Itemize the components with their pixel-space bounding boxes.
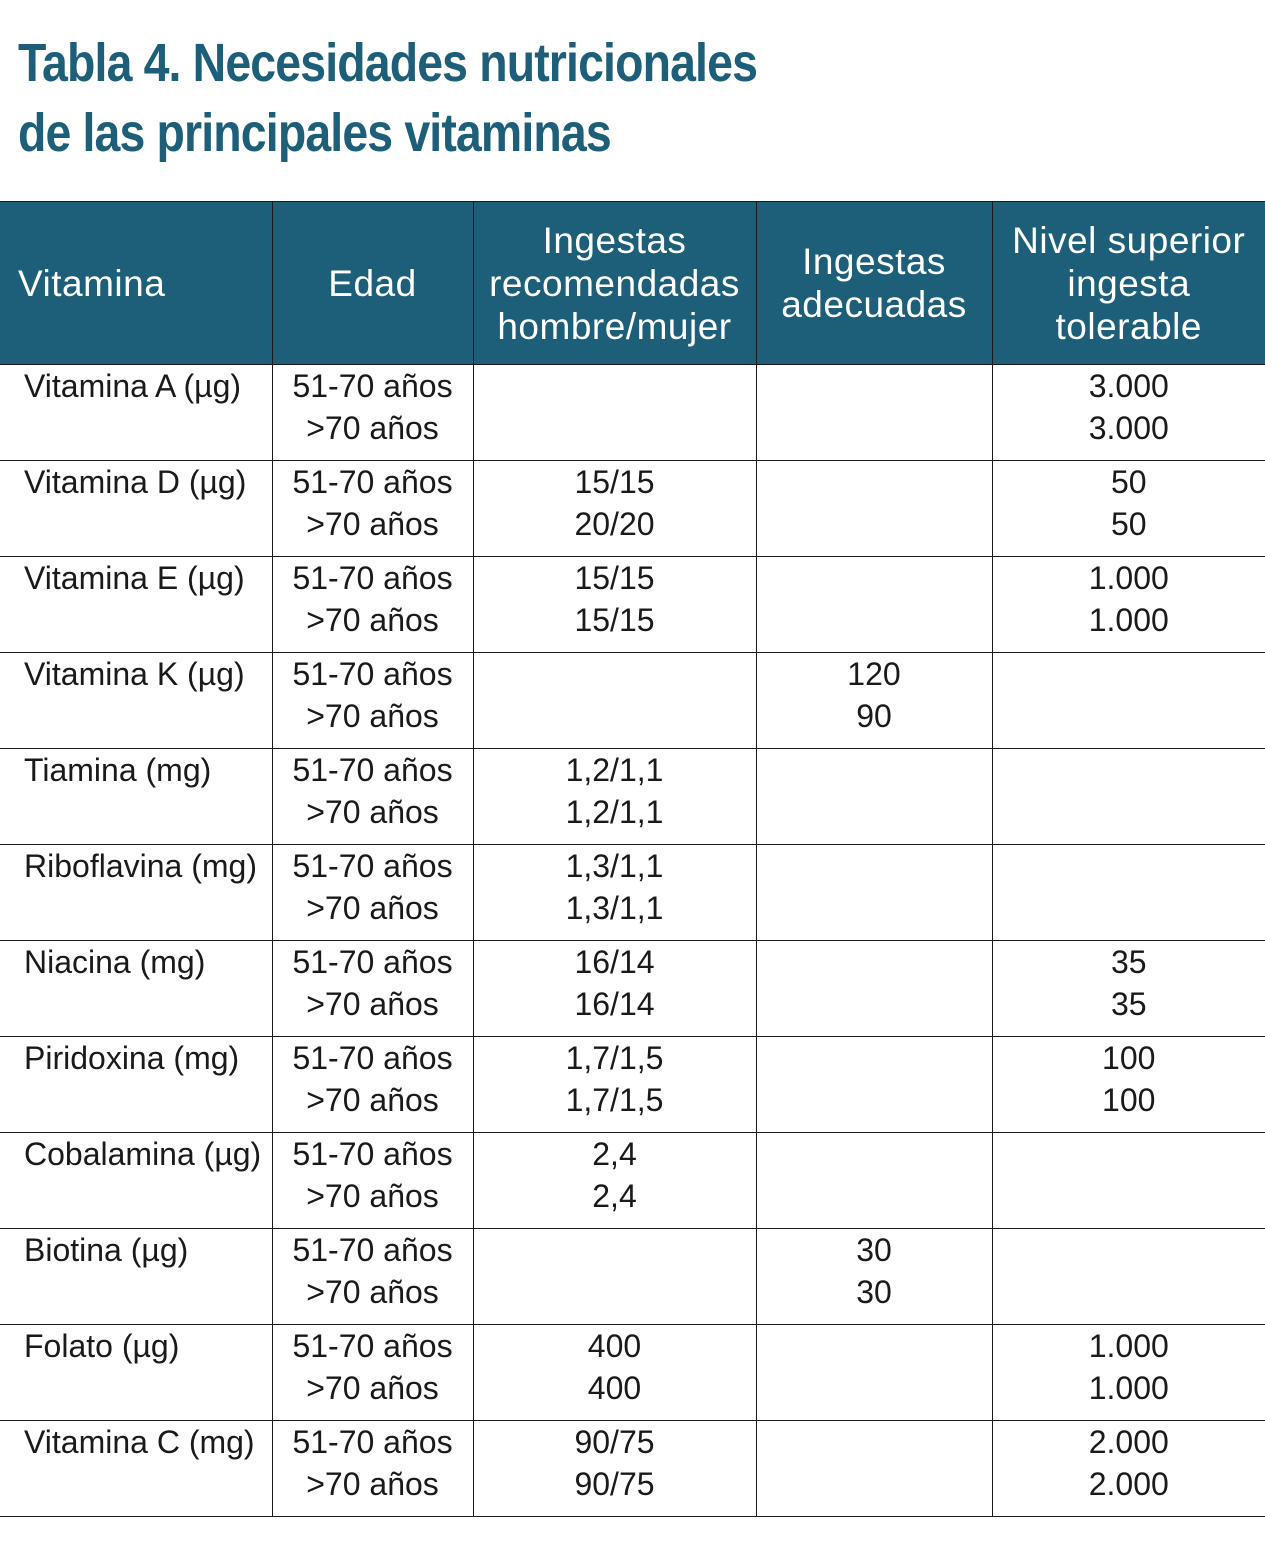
cell-ingestas-adecuadas-value: 120: [847, 656, 901, 692]
cell-vitamina: Vitamina K (µg): [0, 653, 272, 749]
cell-edad-value: >70 años: [306, 506, 439, 542]
cell-nivel-superior: [992, 845, 1265, 941]
cell-vitamina: Piridoxina (mg): [0, 1037, 272, 1133]
cell-edad-value: >70 años: [306, 602, 439, 638]
cell-ingestas-adecuadas-value: 90: [856, 698, 892, 734]
cell-ingestas-adecuadas: [756, 653, 992, 749]
cell-edad-value: 51-70 años: [292, 1232, 453, 1268]
page-title: [18, 28, 757, 168]
cell-nivel-superior: [992, 941, 1265, 1037]
cell-edad-value: >70 años: [306, 794, 439, 830]
header-ns-line: ingesta: [1067, 262, 1191, 304]
cell-ingestas-recomendadas: [473, 749, 756, 845]
cell-nivel-superior: [992, 365, 1265, 461]
cell-edad: [272, 941, 473, 1037]
cell-nivel-superior-value: 1.000: [1088, 1328, 1169, 1364]
cell-ingestas-recomendadas-value: 1,7/1,5: [565, 1082, 664, 1118]
cell-vitamina: Biotina (µg): [0, 1229, 272, 1325]
cell-ingestas-recomendadas: [473, 653, 756, 749]
table-row: [0, 557, 1265, 653]
cell-ingestas-recomendadas-value: 16/14: [574, 944, 655, 980]
cell-nivel-superior: [992, 557, 1265, 653]
table-row: [0, 1037, 1265, 1133]
cell-ingestas-recomendadas-value: 15/15: [574, 464, 655, 500]
header-ir-line: Ingestas: [542, 219, 687, 261]
cell-edad-value: >70 años: [306, 1082, 439, 1118]
header-ia-line: adecuadas: [781, 284, 967, 325]
cell-ingestas-recomendadas-value: 1,3/1,1: [565, 890, 664, 926]
header-ns-line: Nivel superior: [1012, 219, 1246, 261]
cell-edad: [272, 1421, 473, 1517]
table-row: [0, 461, 1265, 557]
cell-edad-value: 51-70 años: [292, 1424, 453, 1460]
cell-ingestas-recomendadas: [473, 1037, 756, 1133]
cell-ingestas-recomendadas-value: 2,4: [592, 1136, 637, 1172]
cell-edad-value: >70 años: [306, 1370, 439, 1406]
cell-edad: [272, 1325, 473, 1421]
cell-edad: [272, 1133, 473, 1229]
cell-edad: [272, 749, 473, 845]
cell-ingestas-adecuadas: [756, 1133, 992, 1229]
table-row: [0, 1229, 1265, 1325]
title-line-1: Tabla 4. Necesidades nutricionales: [18, 33, 758, 93]
cell-nivel-superior-value: 3.000: [1088, 410, 1169, 446]
cell-ingestas-adecuadas: [756, 1037, 992, 1133]
cell-edad: [272, 365, 473, 461]
cell-edad-value: >70 años: [306, 986, 439, 1022]
cell-nivel-superior-value: 1.000: [1088, 1370, 1169, 1406]
header-ingestas-adecuadas: [756, 202, 992, 365]
cell-nivel-superior-value: 2.000: [1088, 1466, 1169, 1502]
table-row: [0, 749, 1265, 845]
cell-ingestas-recomendadas-value: 20/20: [574, 506, 655, 542]
cell-ingestas-recomendadas-value: 90/75: [574, 1466, 655, 1502]
cell-ingestas-recomendadas-value: 2,4: [592, 1178, 637, 1214]
cell-ingestas-recomendadas-value: 15/15: [574, 560, 655, 596]
cell-edad: [272, 1229, 473, 1325]
cell-edad-value: >70 años: [306, 1178, 439, 1214]
cell-ingestas-adecuadas: [756, 461, 992, 557]
cell-ingestas-adecuadas: [756, 557, 992, 653]
header-ir-line: recomendadas: [489, 262, 740, 304]
cell-nivel-superior-value: 100: [1102, 1082, 1156, 1118]
cell-ingestas-adecuadas: [756, 749, 992, 845]
cell-nivel-superior: [992, 1325, 1265, 1421]
cell-nivel-superior: [992, 1037, 1265, 1133]
header-ns-line: tolerable: [1055, 305, 1202, 347]
cell-vitamina: Vitamina D (µg): [0, 461, 272, 557]
cell-edad-value: >70 años: [306, 698, 439, 734]
cell-nivel-superior: [992, 461, 1265, 557]
title-line-2: de las principales vitaminas: [18, 103, 611, 163]
table-row: [0, 1421, 1265, 1517]
header-vitamina: Vitamina: [0, 202, 272, 365]
cell-vitamina: Vitamina E (µg): [0, 557, 272, 653]
vitamins-table: [0, 201, 1265, 1517]
cell-nivel-superior-value: 35: [1110, 986, 1147, 1022]
table-row: [0, 365, 1265, 461]
cell-nivel-superior: [992, 653, 1265, 749]
cell-ingestas-recomendadas-value: 16/14: [574, 986, 655, 1022]
table-row: [0, 1133, 1265, 1229]
cell-ingestas-recomendadas: [473, 1325, 756, 1421]
cell-edad-value: 51-70 años: [292, 1040, 453, 1076]
cell-vitamina: Folato (µg): [0, 1325, 272, 1421]
cell-edad: [272, 845, 473, 941]
cell-edad-value: 51-70 años: [292, 848, 453, 884]
header-ingestas-recomendadas: [473, 202, 756, 365]
cell-nivel-superior-value: 2.000: [1088, 1424, 1169, 1460]
cell-ingestas-recomendadas-value: 1,2/1,1: [565, 794, 664, 830]
table-row: [0, 941, 1265, 1037]
cell-nivel-superior-value: 35: [1110, 944, 1147, 980]
cell-vitamina: Vitamina C (mg): [0, 1421, 272, 1517]
cell-ingestas-recomendadas: [473, 557, 756, 653]
cell-edad: [272, 653, 473, 749]
cell-edad: [272, 557, 473, 653]
cell-edad-value: >70 años: [306, 890, 439, 926]
cell-ingestas-recomendadas-value: 1,3/1,1: [565, 848, 664, 884]
cell-edad-value: 51-70 años: [292, 1136, 453, 1172]
cell-edad-value: >70 años: [306, 1274, 439, 1310]
cell-edad-value: 51-70 años: [292, 752, 453, 788]
cell-edad-value: 51-70 años: [292, 1328, 453, 1364]
cell-ingestas-recomendadas-value: 1,7/1,5: [565, 1040, 664, 1076]
cell-vitamina: Tiamina (mg): [0, 749, 272, 845]
cell-edad: [272, 461, 473, 557]
cell-ingestas-recomendadas: [473, 1421, 756, 1517]
cell-nivel-superior-value: 50: [1110, 464, 1147, 500]
cell-nivel-superior-value: 100: [1102, 1040, 1156, 1076]
cell-edad-value: 51-70 años: [292, 656, 453, 692]
cell-vitamina: Cobalamina (µg): [0, 1133, 272, 1229]
cell-edad-value: >70 años: [306, 410, 439, 446]
cell-ingestas-adecuadas: [756, 845, 992, 941]
cell-edad-value: 51-70 años: [292, 560, 453, 596]
cell-ingestas-adecuadas: [756, 1421, 992, 1517]
cell-edad-value: 51-70 años: [292, 944, 453, 980]
cell-ingestas-recomendadas: [473, 1229, 756, 1325]
table-row: [0, 653, 1265, 749]
cell-ingestas-recomendadas-value: 90/75: [574, 1424, 655, 1460]
cell-nivel-superior: [992, 1421, 1265, 1517]
table-header: [0, 202, 1265, 365]
cell-edad-value: 51-70 años: [292, 464, 453, 500]
cell-ingestas-adecuadas: [756, 941, 992, 1037]
cell-nivel-superior: [992, 1229, 1265, 1325]
cell-nivel-superior-value: 50: [1110, 506, 1147, 542]
cell-ingestas-adecuadas-value: 30: [856, 1274, 892, 1310]
cell-vitamina: Riboflavina (mg): [0, 845, 272, 941]
cell-ingestas-recomendadas: [473, 1133, 756, 1229]
cell-nivel-superior: [992, 1133, 1265, 1229]
table-row: [0, 1325, 1265, 1421]
table-row: [0, 845, 1265, 941]
cell-ingestas-adecuadas-value: 30: [856, 1232, 892, 1268]
cell-ingestas-adecuadas: [756, 1325, 992, 1421]
cell-ingestas-recomendadas: [473, 461, 756, 557]
cell-edad: [272, 1037, 473, 1133]
cell-ingestas-recomendadas-value: 1,2/1,1: [565, 752, 664, 788]
cell-ingestas-recomendadas: [473, 941, 756, 1037]
cell-ingestas-recomendadas-value: 400: [587, 1370, 642, 1406]
cell-ingestas-adecuadas: [756, 1229, 992, 1325]
cell-nivel-superior-value: 1.000: [1088, 602, 1169, 638]
cell-edad-value: >70 años: [306, 1466, 439, 1502]
cell-ingestas-adecuadas: [756, 365, 992, 461]
cell-vitamina: Niacina (mg): [0, 941, 272, 1037]
cell-edad-value: 51-70 años: [292, 368, 453, 404]
header-ia-line: Ingestas: [802, 241, 946, 282]
cell-ingestas-recomendadas-value: 400: [587, 1328, 642, 1364]
cell-vitamina: Vitamina A (µg): [0, 365, 272, 461]
cell-nivel-superior-value: 3.000: [1088, 368, 1169, 404]
header-nivel-superior: [992, 202, 1265, 365]
header-edad: Edad: [272, 202, 473, 365]
cell-nivel-superior-value: 1.000: [1088, 560, 1169, 596]
header-row: [0, 202, 1265, 365]
header-ir-line: hombre/mujer: [497, 305, 732, 347]
cell-ingestas-recomendadas: [473, 845, 756, 941]
cell-ingestas-recomendadas-value: 15/15: [574, 602, 655, 638]
table-body: [0, 365, 1265, 1517]
cell-ingestas-recomendadas: [473, 365, 756, 461]
cell-nivel-superior: [992, 749, 1265, 845]
